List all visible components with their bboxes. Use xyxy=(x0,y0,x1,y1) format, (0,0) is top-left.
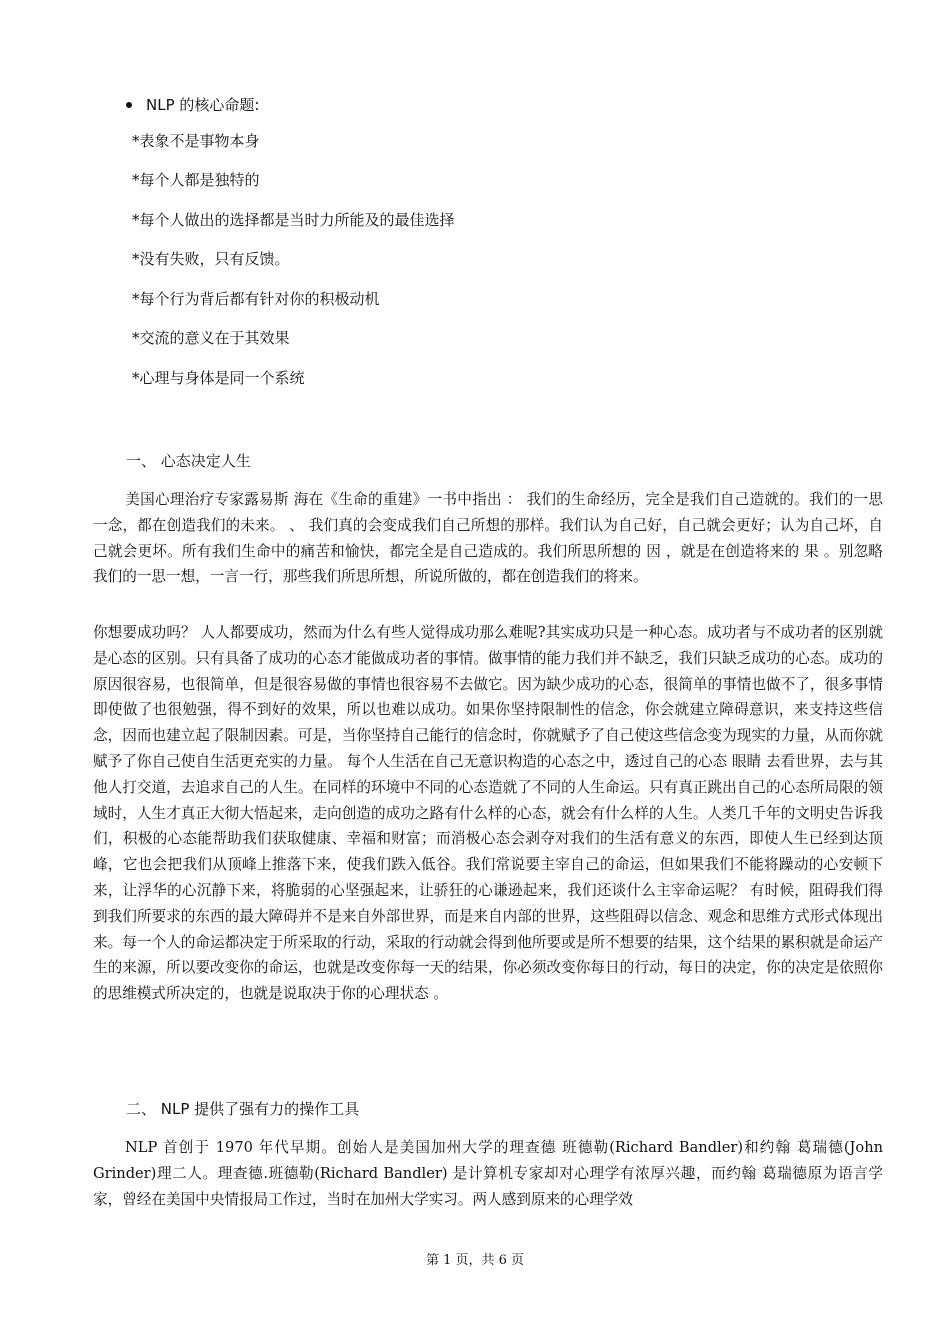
page-footer: 第 1 页，共 6 页 xyxy=(425,1253,525,1268)
proposition-item: *每个行为背后都有针对你的积极动机 xyxy=(132,290,380,308)
proposition-item: *交流的意义在于其效果 xyxy=(132,329,290,347)
section2-heading-text: 二、 NLP 提供了强有力的操作工具 xyxy=(126,1100,360,1118)
core-propositions-title xyxy=(118,95,259,115)
section1-paragraph-2-text: 你想要成功吗？ 人人都要成功，然而为什么有些人觉得成功那么难呢?其实成功只是一种心态。成功者与不成功者的区别就是心态的区别。只有具备了成功的心态才能做成功者的事情。做事情的能力我们并不缺乏，我们只缺乏成功的心态。成功的原因很容易，也很简单，但是很容易做的事情也很容易不去做它。因为缺少成功的心态，很简单的事情也做不了，很多事情即使做了也很勉强，得不到好的效果，所以也难以成功。如果你坚持限制性的信念，你会就建立障碍意识，来支持这些信念，因而也建立起了限制因素。可是，当你坚持自己能行的信念时，你就赋予了自己使这些信念变为现实的力量，从而你就赋予了你自己使自生活更充实的力量。 每个人生活在自己无意识构造的心态之中，透过自己的心态 眼睛 去看世界，去与其他人打交道，去追求自己的人生。在同样的环境中不同的心态造就了不同的人生命运。只有真正跳出自己的心态所局限的领域时，人生才真正大彻大悟起来，走向创造的成功之路有什么样的心态，就会有什么样的人生。人类几千年的文明史告诉我们，积极的心态能帮助我们获取健康、幸福和财富；而消极心态会剥夺对我们的生活有意义的东西，即使人生已经到达顶峰，它也会把我们从顶峰上推落下来，使我们跌入低谷。我们常说要主宰自己的命运，但如果我们不能将躁动的心安顿下来，让浮华的心沉静下来，将脆弱的心坚强起来，让骄狂的心谦逊起来，我们还谈什么主宰命运呢？ 有时候，阻碍我们得到我们所要求的东西的最大障碍并不是来自外部世界，而是来自内部的世界，这些阻碍以信念、观念和思维方式形式体现出来。每一个人的命运都决定于所采取的行动，采取的行动就会得到他所要或是所不想要的结果，这个结果的累积就是命运产生的来源，所以要改变你的命运，也就是改变你每一天的结果，你必须改变你每日的行动，每日的决定，你的决定是依照你的思维模式所决定的，也就是说取决于你的心理状态 。 xyxy=(93,624,883,1003)
bullet-icon xyxy=(126,102,132,108)
section2-paragraph-1 xyxy=(93,1135,883,1212)
section1-paragraph-1 xyxy=(93,487,883,590)
section1-paragraph-2 xyxy=(93,620,883,1007)
proposition-item: *没有失败，只有反馈。 xyxy=(132,250,290,268)
proposition-item: *每个人做出的选择都是当时力所能及的最佳选择 xyxy=(132,211,455,229)
section1-paragraph-1-text: 美国心理治疗专家露易斯 海在《生命的重建》一书中指出 ： 我们的生命经历，完全是我们自己造就的。我们的一思一念，都在创造我们的未来。 、 我们真的会变成我们自己所想的那样。我们认为自己好，自己就会更好；认为自己坏，自己就会更坏。所有我们生命中的痛苦和愉快，都完全是自己造成的。我们所思所想的 因 ，就是在创造将来的 果 。别忽略我们的一思一想，一言一行，那些我们所思所想，所说所做的，都在创造我们的将来。 xyxy=(93,491,883,586)
proposition-item: *表象不是事物本身 xyxy=(132,132,260,150)
core-title-text: NLP 的核心命题: xyxy=(146,96,260,114)
proposition-item: *心理与身体是同一个系统 xyxy=(132,369,305,387)
section-heading-2 xyxy=(126,1099,359,1119)
section2-paragraph-1-text: NLP 首创于 1970 年代早期。创始人是美国加州大学的理查德 班德勒(Richard Bandler)和约翰 葛瑞德(John Grinder)理二人。理查德.班德勒(Richard Bandler) 是计算机专家却对心理学有浓厚兴趣，而约翰 葛瑞德原为语言学家，曾经在美国中央情报局工作过，当时在加州大学实习。两人感到原来的心理学效 xyxy=(93,1139,883,1208)
section-heading-1: 一、 心态决定人生 xyxy=(126,452,251,470)
proposition-item: *每个人都是独特的 xyxy=(132,171,260,189)
